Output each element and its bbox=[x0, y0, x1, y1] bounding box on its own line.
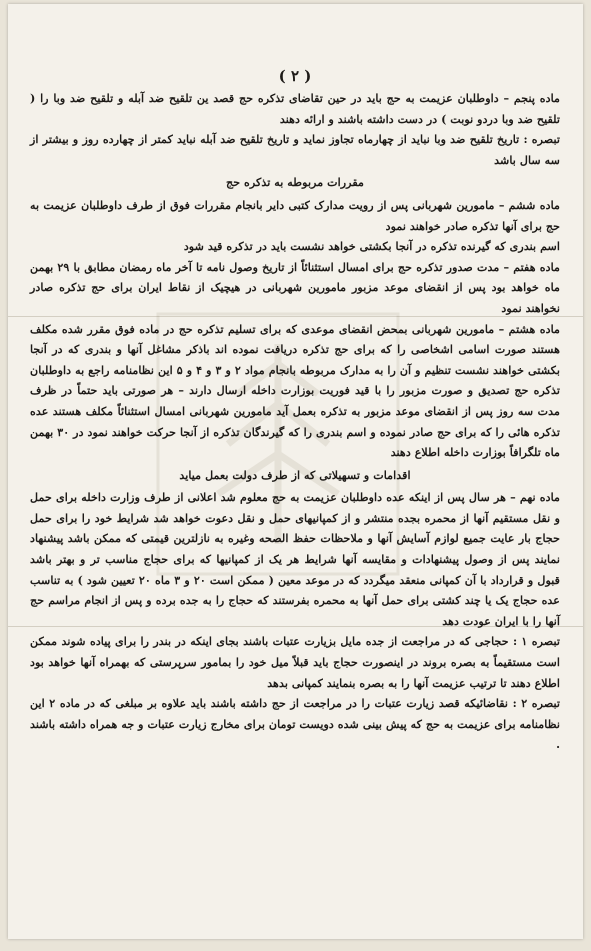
article-6: ماده ششم – مامورین شهربانی پس از رویت مدارک کتبی دایر بانجام مقررات فوق از طرف داوطلبان عزیمت به حج برای آنها تذکره صادر خواهند نمود bbox=[30, 197, 560, 233]
section-heading-passport: مقررات مربوطه به تذکره حج bbox=[225, 175, 364, 190]
article-5: ماده پنجم – داوطلبان عزیمت به حج باید در حین تقاضای تذکره حج قصد ین تلقیح ضد آبله و تلقیح ضد وبا را ( تلقیح ضد وبا دردو نوبت ) در دست داشته باشند و ارائه دهند bbox=[30, 91, 560, 126]
document-page bbox=[8, 4, 583, 939]
article-9-note-2: تبصره ۲ : نقاضائیکه قصد زیارت عتبات را در مراجعت از حج داشته باشند باید علاوه بر مبلغی که در ماده ۲ این نظامنامه برای عزیمت به حج که پیش بینی شده دویست تومان برای مخارج زیارت عتبات و جه همراه داشته باشند . bbox=[30, 696, 561, 752]
article-7: ماده هفتم – مدت صدور تذکره حج برای امسال استثنائاً از تاریخ وصول نامه تا آخر ماه رمضان مطابق با ۲۹ بهمن ماه خواهد بود پس از انقضای موعد مزبور مامورین شهربانی در هیچیک از نقاط ایران برای حج تذکره صادر نخواهند نمود bbox=[30, 259, 560, 315]
page-number: ( ۲ ) bbox=[278, 67, 312, 85]
document-body bbox=[30, 66, 560, 755]
article-6-continuation: اسم بندری که گیرنده تذکره در آنجا بکشتی خواهد نشست باید در تذکره قید شود bbox=[183, 239, 560, 254]
note-5: تبصره : تاریخ تلقیح ضد وبا نباید از چهارماه تجاوز نماید و تاریخ تلقیح ضد آبله نباید کمتر از چهارده روز و بیشتر از سه سال باشد bbox=[30, 132, 560, 167]
article-8: ماده هشتم – مامورین شهربانی بمحض انقضای موعدی که برای تسلیم تذکره حج در ماده فوق مقرر شده مکلف هستند صورت اسامی اشخاصی را که برای حج تذکره دریافت نموده اند باذکر مشاغل آنها و بندری که در آنجا بکشتی خواهند نشست تنظیم و آن را به مدارک مربوطه بانجام مواد ۲ و ۳ و ۴ و ۵ این نظامنامه راجع به داوطلبان تذکره حج تصدیق و صورت مزبور را با قید فوریت بوزارت داخله ارسال دارند – هر صورتی باید حتماً در ظرف مدت سه روز پس از انقضای موعد مزبور به تذکره بعمل آید مامورین شهربانی امسال استثنائاً مکلف هستند عده تذکره هائی را که برای حج صادر نموده و اسم بندری را که گیرندگان تذکره از آنجا حرکت خواهند نمود در ۳۰ بهمن ماه تلگرافاً بوزارت داخله اطلاع دهند bbox=[30, 321, 560, 460]
article-9-note-1: تبصره ۱ : حجاجی که در مراجعت از جده مایل بزیارت عتبات باشند بجای اینکه در بندر را برای پیاده شوند ممکن است مستقیماً به بصره بروند در اینصورت حجاج باید قبلاً میل خود را بمامور سرپرستی که بهمراه آنها خواهد بود اطلاع دهند تا ترتیب عزیمت آنها را به بصره بنمایند کمپانی بدهد bbox=[30, 634, 560, 690]
article-9: ماده نهم – هر سال پس از اینکه عده داوطلبان عزیمت به حج معلوم شد اعلانی از طرف وزارت داخله برای حمل و نقل مستقیم آنها از محمره بجده منتشر و از کمپانیهای حمل و نقل دعوت خواهد شد شرایط خود را برای حمل حجاج بار عایت جمیع لوازم آسایش آنها و ملاحظات حفظ الصحه وغیره به نازلترین قیمتی که ممکن باشد پیشنهاد نمایند پس از وصول پیشنهادات و مقایسه آنها شرایط هر یک از کمپانیها که برای حجاج مناسب تر و بهتر باشد قبول و قرارداد با آن کمپانی منعقد میگردد که در موعد معین ( ممکن است ۲۰ و ۳ ماه ۲۰ تعیین شود ) به تناسب عده حجاج یک یا چند کشتی برای حمل آنها به محمره بفرستند که حجاج را به جده برده و پس از انجام مراسم حج آنها را با ایران عودت دهد bbox=[30, 490, 560, 628]
section-heading-government-measures: اقدامات و تسهیلاتی که از طرف دولت بعمل میاید bbox=[179, 467, 411, 482]
